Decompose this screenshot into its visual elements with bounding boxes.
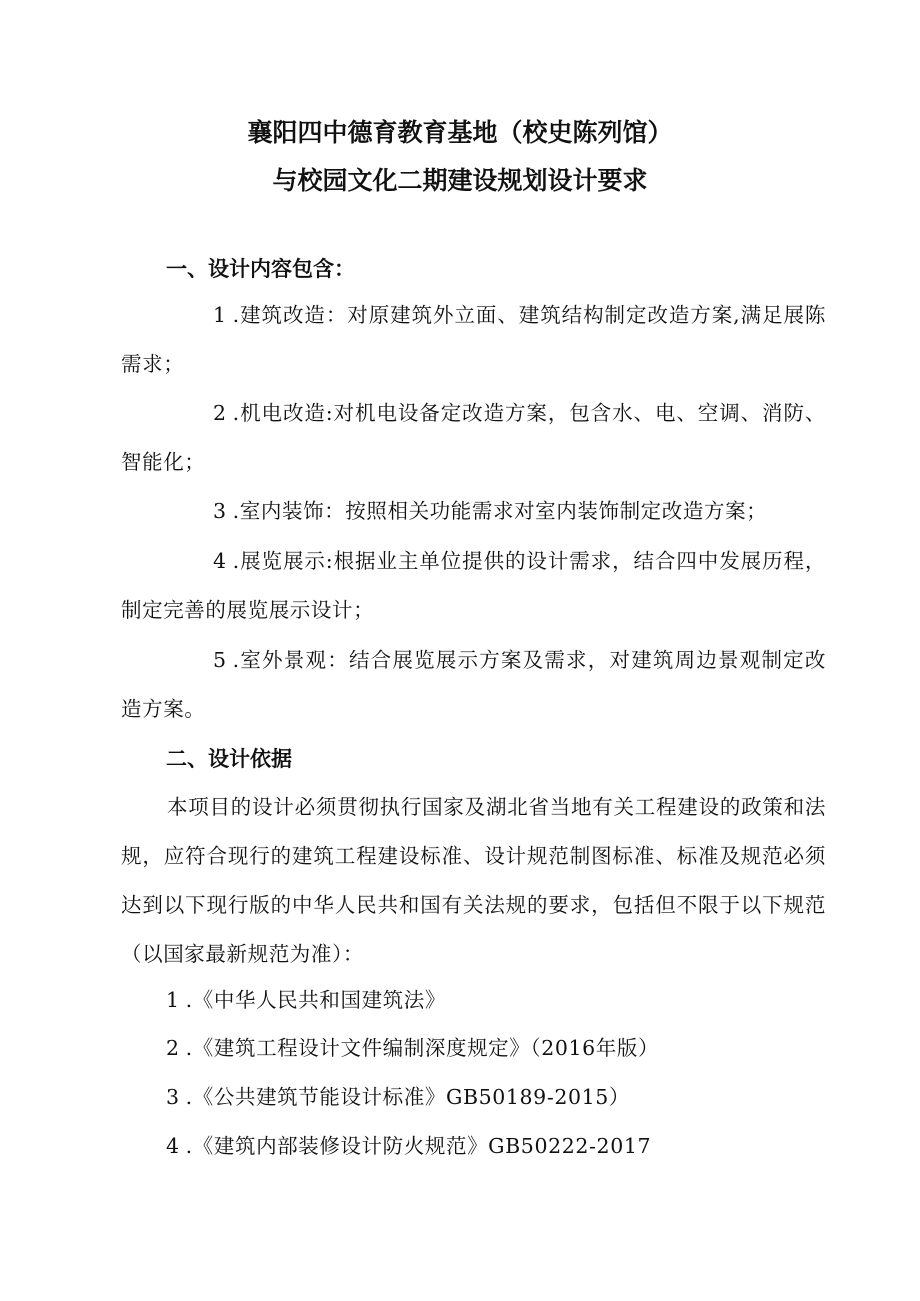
document-title-line-1: 襄阳四中德育教育基地（校史陈列馆） xyxy=(247,118,673,147)
item-text: .室内装饰：按照相关功能需求对室内装饰制定改造方案； xyxy=(232,499,768,523)
item-number: 4 xyxy=(166,1134,180,1158)
document-title-line-2: 与校园文化二期建设规划设计要求 xyxy=(272,166,648,195)
item-text: .《建筑工程设计文件编制深度规定》（2016年版） xyxy=(185,1036,660,1060)
section-2-item-1 xyxy=(166,987,446,1013)
item-text: .《建筑内部装修设计防火规范》GB50222-2017 xyxy=(185,1134,652,1158)
section-2-item-4 xyxy=(166,1133,651,1159)
item-number: 1 xyxy=(213,303,227,327)
item-text: .展览展示:根据业主单位提供的设计需求，结合四中发展历程，制定完善的展览展示设计； xyxy=(121,549,826,622)
item-number: 2 xyxy=(166,1036,180,1060)
section-2-item-3 xyxy=(166,1084,630,1110)
section-1-item-3 xyxy=(121,487,826,536)
item-text: .室外景观：结合展览展示方案及需求，对建筑周边景观制定改造方案。 xyxy=(121,648,826,721)
section-2-item-2 xyxy=(166,1035,659,1061)
item-number: 3 xyxy=(213,499,227,523)
section-1-item-5 xyxy=(121,636,826,734)
item-number: 4 xyxy=(213,549,227,573)
item-number: 3 xyxy=(166,1085,180,1109)
section-1-item-4 xyxy=(121,537,826,635)
item-text: .《中华人民共和国建筑法》 xyxy=(185,988,446,1012)
item-number: 2 xyxy=(213,401,227,425)
item-text: .建筑改造：对原建筑外立面、建筑结构制定改造方案,满足展陈需求； xyxy=(121,303,826,376)
section-1-item-1 xyxy=(121,291,826,389)
section-2-paragraph: 本项目的设计必须贯彻执行国家及湖北省当地有关工程建设的政策和法规，应符合现行的建筑工程建设标准、设计规范制图标准、标准及规范必须达到以下现行版的中华人民共和国有关法规的要求，包括但不限于以下规范（以国家最新规范为准）： xyxy=(121,795,826,966)
section-2-heading: 二、设计依据 xyxy=(166,747,292,771)
section-1-heading: 一、设计内容包含： xyxy=(166,257,355,281)
item-number: 5 xyxy=(213,648,227,672)
item-text: .《公共建筑节能设计标准》GB50189-2015） xyxy=(185,1085,631,1109)
item-text: .机电改造:对机电设备定改造方案，包含水、电、空调、消防、智能化； xyxy=(121,401,826,474)
section-1-item-2 xyxy=(121,389,826,487)
item-number: 1 xyxy=(166,988,180,1012)
